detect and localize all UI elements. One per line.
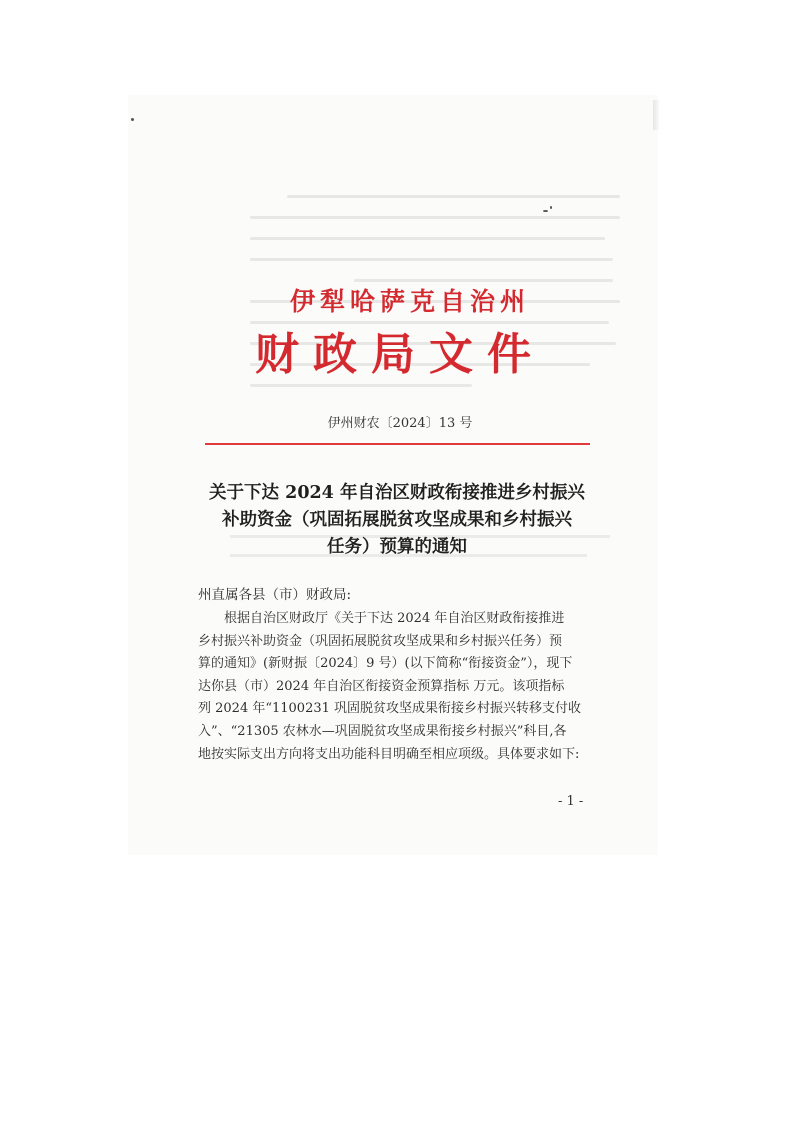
document-number: 伊州财农〔2024〕13 号: [327, 416, 473, 431]
body-line: 列 2024 年“1100231 巩固脱贫攻坚成果衔接乡村振兴转移支付收: [198, 701, 582, 717]
body-line: 达你县（市）2024 年自治区衔接资金预算指标 万元。该项指标: [198, 678, 565, 694]
letterhead-line2: 财政局文件: [255, 329, 545, 380]
body-line: 根据自治区财政厅《关于下达 2024 年自治区财政衔接推进: [198, 611, 565, 626]
body-line: 地按实际支出方向将支出功能科目明确至相应项级。具体要求如下:: [198, 746, 580, 762]
body-line: 算的通知》(新财振〔2024〕9 号）(以下简称“衔接资金”），现下: [198, 656, 573, 672]
red-separator-line: [205, 443, 590, 445]
scan-speck: [131, 118, 134, 121]
body-paragraph: [198, 608, 598, 766]
body-line: 乡村振兴补助资金（巩固拓展脱贫攻坚成果和乡村振兴任务）预: [198, 633, 563, 649]
letterhead-line1: 伊犁哈萨克自治州: [289, 287, 530, 316]
sheet-edge-shadow: [653, 100, 659, 130]
scan-speck: [543, 210, 548, 212]
title-line: 关于下达 2024 年自治区财政衔接推进乡村振兴: [209, 483, 585, 503]
page-number: - 1 -: [558, 794, 584, 809]
scan-speck: [550, 206, 552, 209]
body-line: 入”、“21305 农林水—巩固脱贫攻坚成果衔接乡村振兴”科目,各: [198, 723, 567, 739]
document-title: [198, 480, 596, 561]
title-line: 任务）预算的通知: [327, 537, 467, 557]
title-line: 补助资金（巩固拓展脱贫攻坚成果和乡村振兴: [222, 510, 572, 530]
salutation: 州直属各县（市）财政局:: [198, 587, 352, 603]
